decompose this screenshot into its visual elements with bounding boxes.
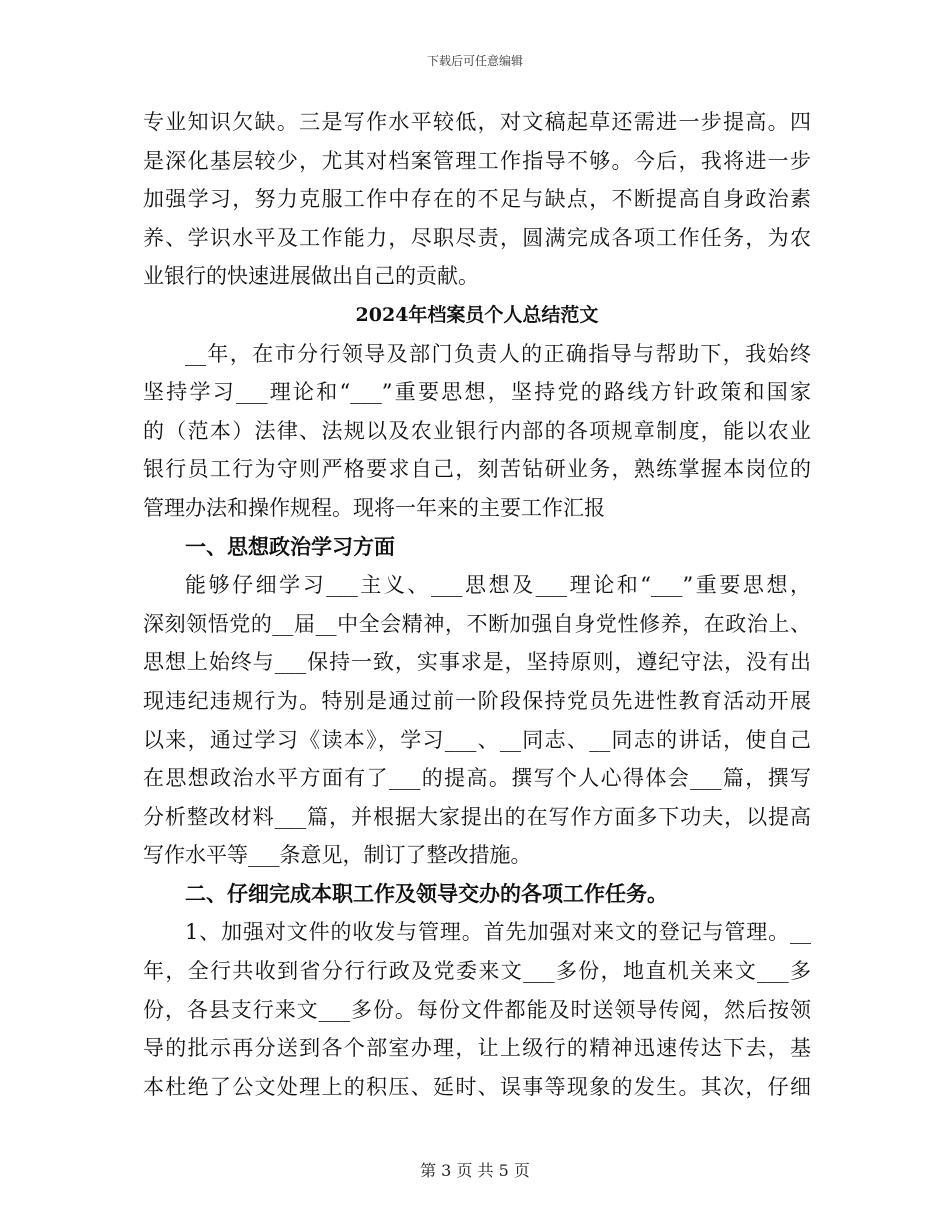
body-line: __年，在市分行领导及部门负责人的正确指导与帮助下，我始终 bbox=[185, 341, 811, 366]
page-header-note: 下载后可任意编辑 bbox=[426, 54, 523, 68]
document-body bbox=[143, 103, 811, 1106]
body-line: 在思想政治水平方面有了___的提高。撰写个人心得体会___篇，撰写 bbox=[143, 766, 811, 791]
body-line: 银行员工行为守则严格要求自己，刻苦钻研业务，熟练掌握本岗位的 bbox=[143, 457, 811, 482]
body-line: 业银行的快速进展做出自己的贡献。 bbox=[143, 264, 479, 289]
document-title: 2024年档案员个人总结范文 bbox=[355, 303, 599, 326]
body-line: 年，全行共收到省分行行政及党委来文___多份，地直机关来文___多 bbox=[143, 959, 811, 984]
body-line: 本杜绝了公文处理上的积压、延时、误事等现象的发生。其次，仔细 bbox=[143, 1074, 811, 1099]
body-line: 1、加强对文件的收发与管理。首先加强对来文的登记与管理。__ bbox=[185, 920, 811, 945]
body-line: 能够仔细学习___主义、___思想及___理论和“___”重要思想， bbox=[185, 573, 811, 598]
body-line: 以来，通过学习《读本》，学习___、__同志、__同志的讲话，使自己 bbox=[143, 727, 811, 752]
body-line: 的（范本）法律、法规以及农业银行内部的各项规章制度，能以农业 bbox=[143, 418, 811, 443]
body-line: 专业知识欠缺。三是写作水平较低，对文稿起草还需进一步提高。四 bbox=[143, 110, 811, 134]
body-line: 深刻领悟党的__届__中全会精神，不断加强自身党性修养，在政治上、 bbox=[143, 611, 811, 636]
body-line: 加强学习，努力克服工作中存在的不足与缺点，不断提高自身政治素 bbox=[143, 187, 811, 212]
body-line: 思想上始终与___保持一致，实事求是，坚持原则，遵纪守法，没有出 bbox=[143, 650, 811, 675]
body-line: 坚持学习___理论和“___”重要思想，坚持党的路线方针政策和国家 bbox=[143, 380, 811, 405]
body-line: 现违纪违规行为。特别是通过前一阶段保持党员先进性教育活动开展 bbox=[143, 688, 811, 713]
section-heading-2: 二、仔细完成本职工作及领导交办的各项工作任务。 bbox=[185, 880, 668, 906]
body-line: 写作水平等___条意见，制订了整改措施。 bbox=[143, 843, 532, 868]
section-heading-1: 一、思想政治学习方面 bbox=[185, 533, 395, 559]
body-line: 导的批示再分送到各个部室办理，让上级行的精神迅速传达下去，基 bbox=[143, 1036, 811, 1061]
body-line: 管理办法和操作规程。现将一年来的主要工作汇报 bbox=[143, 495, 605, 520]
body-line: 是深化基层较少，尤其对档案管理工作指导不够。今后，我将进一步 bbox=[143, 148, 811, 173]
body-line: 分析整改材料___篇，并根据大家提出的在写作方面多下功夫，以提高 bbox=[143, 804, 811, 829]
body-line: 养、学识水平及工作能力，尽职尽责，圆满完成各项工作任务，为农 bbox=[143, 225, 811, 250]
page-number-footer: 第 3 页 共 5 页 bbox=[420, 1161, 530, 1180]
body-line: 份，各县支行来文___多份。每份文件都能及时送领导传阅，然后按领 bbox=[143, 997, 811, 1022]
